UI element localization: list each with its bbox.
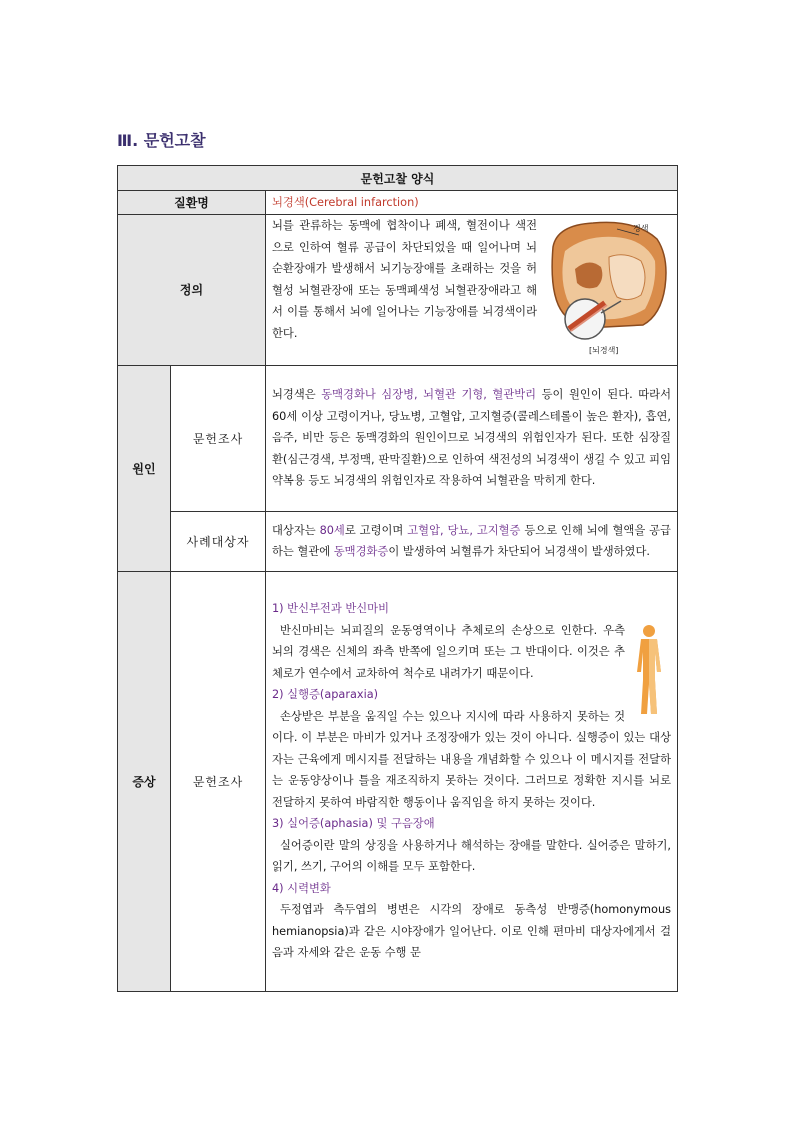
section-title: Ⅲ. 문헌고찰 (117, 131, 206, 150)
symptom-text-2: 손상받은 부분을 움직일 수는 있으나 지시에 따라 사용하지 못하는 것이다. 이 부분은 마비가 있거나 조정장애가 있는 것이 아니다. 실행증이 있는 대상자는 근육에게 메시지를 전달하는 내용을 개념화할 수 있으나 이 메시지를 전달하는 운동양상이나 틀을 재조직하지 못하는 것이다. 그러므로 정확한 지시를 뇌로 전달하지 못하여 바람직한 행동이나 움직임을 하지 못하는 것이다. (272, 709, 671, 809)
symptom-text-1: 반신마비는 뇌피질의 운동영역이나 추체로의 손상으로 인한다. 우측 뇌의 경색은 신체의 좌측 반쪽에 일으키며 또는 그 반대이다. 이것은 추체로가 연수에서 교차하여 척수로 내려가기 때문이다. (272, 623, 625, 680)
cause-case-part2: 로 고령이며 (344, 523, 408, 537)
definition-cell (266, 215, 678, 366)
symptom-heading-1: 1) 반신부전과 반신마비 (272, 602, 389, 616)
symptom-text-3: 실어증이란 말의 상징을 사용하거나 해석하는 장애를 말한다. 실어증은 말하기, 읽기, 쓰기, 구어의 이해를 모두 포함한다. (272, 838, 671, 874)
definition-label: 정의 (118, 215, 266, 366)
cause-literature-text (266, 365, 678, 511)
cause-case-part3: 등으로 인해 뇌에 혈액을 공급하는 혈관에 (272, 523, 671, 558)
cause-lit-part1: 뇌경색은 (272, 388, 322, 402)
cause-case-age: 80세 (319, 523, 345, 537)
literature-review-table (117, 165, 678, 992)
cause-case-atherosclerosis: 동맥경화증 (333, 545, 389, 558)
symptom-text-4: 두정엽과 측두엽의 병변은 시각의 장애로 동측성 반맹증(homonymous hemianopsia)과 같은 시야장애가 일어난다. 이로 인해 편마비 대상자에게서 걸음과 자세와 같은 운동 수행 문 (272, 903, 671, 960)
table-header: 문헌고찰 양식 (118, 166, 678, 191)
cause-lit-highlight: 동맥경화나 심장병, 뇌혈관 기형, 혈관박리 (321, 388, 537, 402)
brain-image-caption: [뇌경색] (589, 346, 619, 355)
cause-case-part4: 이 발생하여 뇌혈류가 차단되어 뇌경색이 발생하였다. (388, 545, 650, 558)
disease-value: 뇌경색(Cerebral infarction) (266, 191, 678, 215)
cause-case-text (266, 511, 678, 571)
symptom-heading-4: 4) 시력변화 (272, 881, 331, 895)
human-body-icon (631, 624, 667, 724)
disease-label: 질환명 (118, 191, 266, 215)
cause-literature-label: 문헌조사 (171, 365, 266, 511)
brain-infarction-image (545, 217, 671, 365)
cause-case-part1: 대상자는 (272, 523, 320, 537)
cause-case-label: 사례대상자 (171, 511, 266, 571)
cause-label: 원인 (118, 365, 171, 571)
symptom-label: 증상 (118, 571, 171, 991)
symptom-heading-2: 2) 실행증(aparaxia) (272, 688, 379, 702)
symptom-literature-text (266, 571, 678, 991)
symptom-heading-3: 3) 실어증(aphasia) 및 구음장애 (272, 817, 435, 831)
cause-lit-part2: 등이 원인이 된다. 따라서 60세 이상 고령이거나, 당뇨병, 고혈압, 고지혈증(콜레스테롤이 높은 환자), 흡연, 음주, 비만 등은 동맥경화의 원인이므로 뇌경색의 위험인자가 된다. 또한 심장질환(심근경색, 부정맥, 판막질환)으로 인하여 색전성의 뇌경색이 생길 수 있고 피임약복용 등도 뇌경색의 위험인자로 작용하여 뇌혈관을 막히게 한다. (272, 388, 671, 488)
definition-text: 뇌를 관류하는 동맥에 협착이나 폐색, 혈전이나 색전으로 인하여 혈류 공급이 차단되었을 때 일어나며 뇌순환장애가 발생해서 뇌기능장애를 초래하는 것을 허혈성 뇌혈관장애 또는 동맥폐색성 뇌혈관장애라고 해서 이를 통해서 뇌에 일어나는 기능장애를 뇌경색이라 한다. (272, 219, 537, 340)
cause-case-conditions: 고혈압, 당뇨, 고지혈증 (407, 523, 521, 537)
symptom-literature-label: 문헌조사 (171, 571, 266, 991)
infarct-label: 경색 (633, 224, 649, 233)
